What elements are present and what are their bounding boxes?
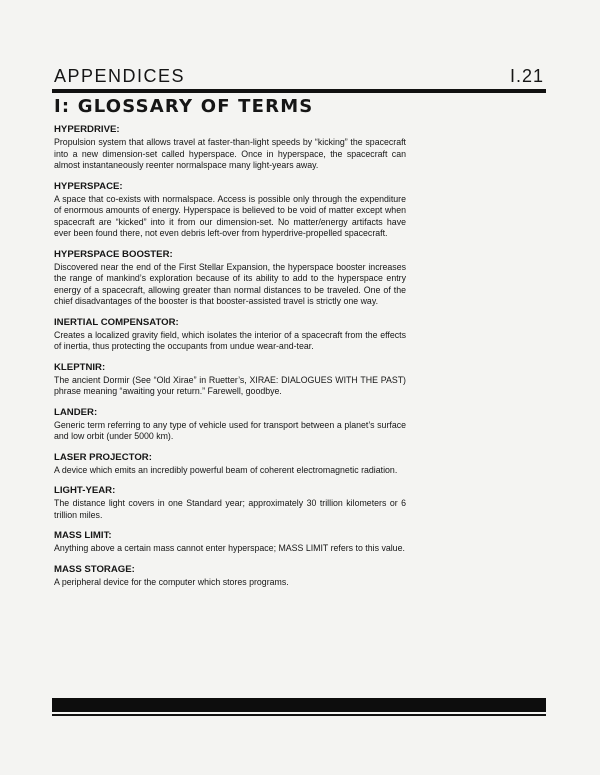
glossary-term: MASS STORAGE: xyxy=(54,563,135,575)
glossary-entry xyxy=(54,564,406,589)
glossary-list xyxy=(54,124,406,597)
glossary-entry xyxy=(54,452,406,477)
glossary-definition: The distance light covers in one Standard year; approximately 30 trillion kilometers or 6 trillion miles. xyxy=(54,498,406,520)
page-title: I: GLOSSARY OF TERMS xyxy=(54,96,314,117)
page-header xyxy=(54,66,544,90)
glossary-term: HYPERSPACE: xyxy=(54,180,123,192)
glossary-entry xyxy=(54,249,406,308)
glossary-term: MASS LIMIT: xyxy=(54,530,112,541)
page-number: I.21 xyxy=(509,66,544,86)
glossary-definition: Anything above a certain mass cannot enter hyperspace; MASS LIMIT refers to this value. xyxy=(54,543,405,553)
section-name: APPENDICES xyxy=(54,66,186,86)
glossary-term: HYPERDRIVE: xyxy=(54,124,120,135)
glossary-term: KLEPTNIR: xyxy=(54,361,106,373)
glossary-entry xyxy=(54,485,406,521)
glossary-entry xyxy=(54,317,406,353)
glossary-entry xyxy=(54,362,406,398)
glossary-definition: Discovered near the end of the First Stellar Expansion, the hyperspace booster increases the range of mankind’s exploration because of its ability to add to the hyperspace entry energy of a spacecraft, allowing greater than normal distances to be traveled. One of the chief disadvantages of the booster is that booster-assisted travel is strictly one way. xyxy=(54,261,406,306)
glossary-definition: Generic term referring to any type of vehicle used for transport between a planet’s surface and low orbit (under 5000 km). xyxy=(54,419,406,441)
glossary-term: LASER PROJECTOR: xyxy=(54,451,152,463)
glossary-term: LIGHT-YEAR: xyxy=(54,485,116,496)
footer-bar xyxy=(52,698,546,712)
glossary-term: HYPERSPACE BOOSTER: xyxy=(54,248,173,260)
glossary-definition: A peripheral device for the computer which stores programs. xyxy=(54,576,289,587)
glossary-definition: A space that co-exists with normalspace. Access is possible only through the expenditure of enormous amounts of energy. Hyperspace is believed to be void of matter except when spacecraft are “kicked” into it from our dimension-set. No matter/energy artifacts have ever been found there, not even debris left-over from hyperdrive-propelled spacecraft. xyxy=(54,193,406,238)
glossary-definition: The ancient Dormir (See “Old Xirae” in Ruetter’s, XIRAE: DIALOGUES WITH THE PAST) phrase meaning “awaiting your return.” Farewell, goodbye. xyxy=(54,374,406,396)
glossary-definition: Creates a localized gravity field, which isolates the interior of a spacecraft from the effects of inertia, thus protecting the occupants from undue wear-and-tear. xyxy=(54,329,406,351)
glossary-entry xyxy=(54,407,406,443)
glossary-term: LANDER: xyxy=(54,406,98,418)
header-rule xyxy=(52,89,546,93)
glossary-entry xyxy=(54,181,406,240)
glossary-entry xyxy=(54,530,406,555)
glossary-entry xyxy=(54,124,406,172)
glossary-definition: Propulsion system that allows travel at faster-than-light speeds by “kicking” the spacecraft into a new dimension-set called hyperspace. Once in hyperspace, the spacecraft can almost instantaneously reenter normalspace many light-years away. xyxy=(54,137,406,170)
glossary-definition: A device which emits an incredibly powerful beam of coherent electromagnetic radiation. xyxy=(54,464,398,475)
glossary-term: INERTIAL COMPENSATOR: xyxy=(54,316,179,328)
footer-rule xyxy=(52,714,546,716)
